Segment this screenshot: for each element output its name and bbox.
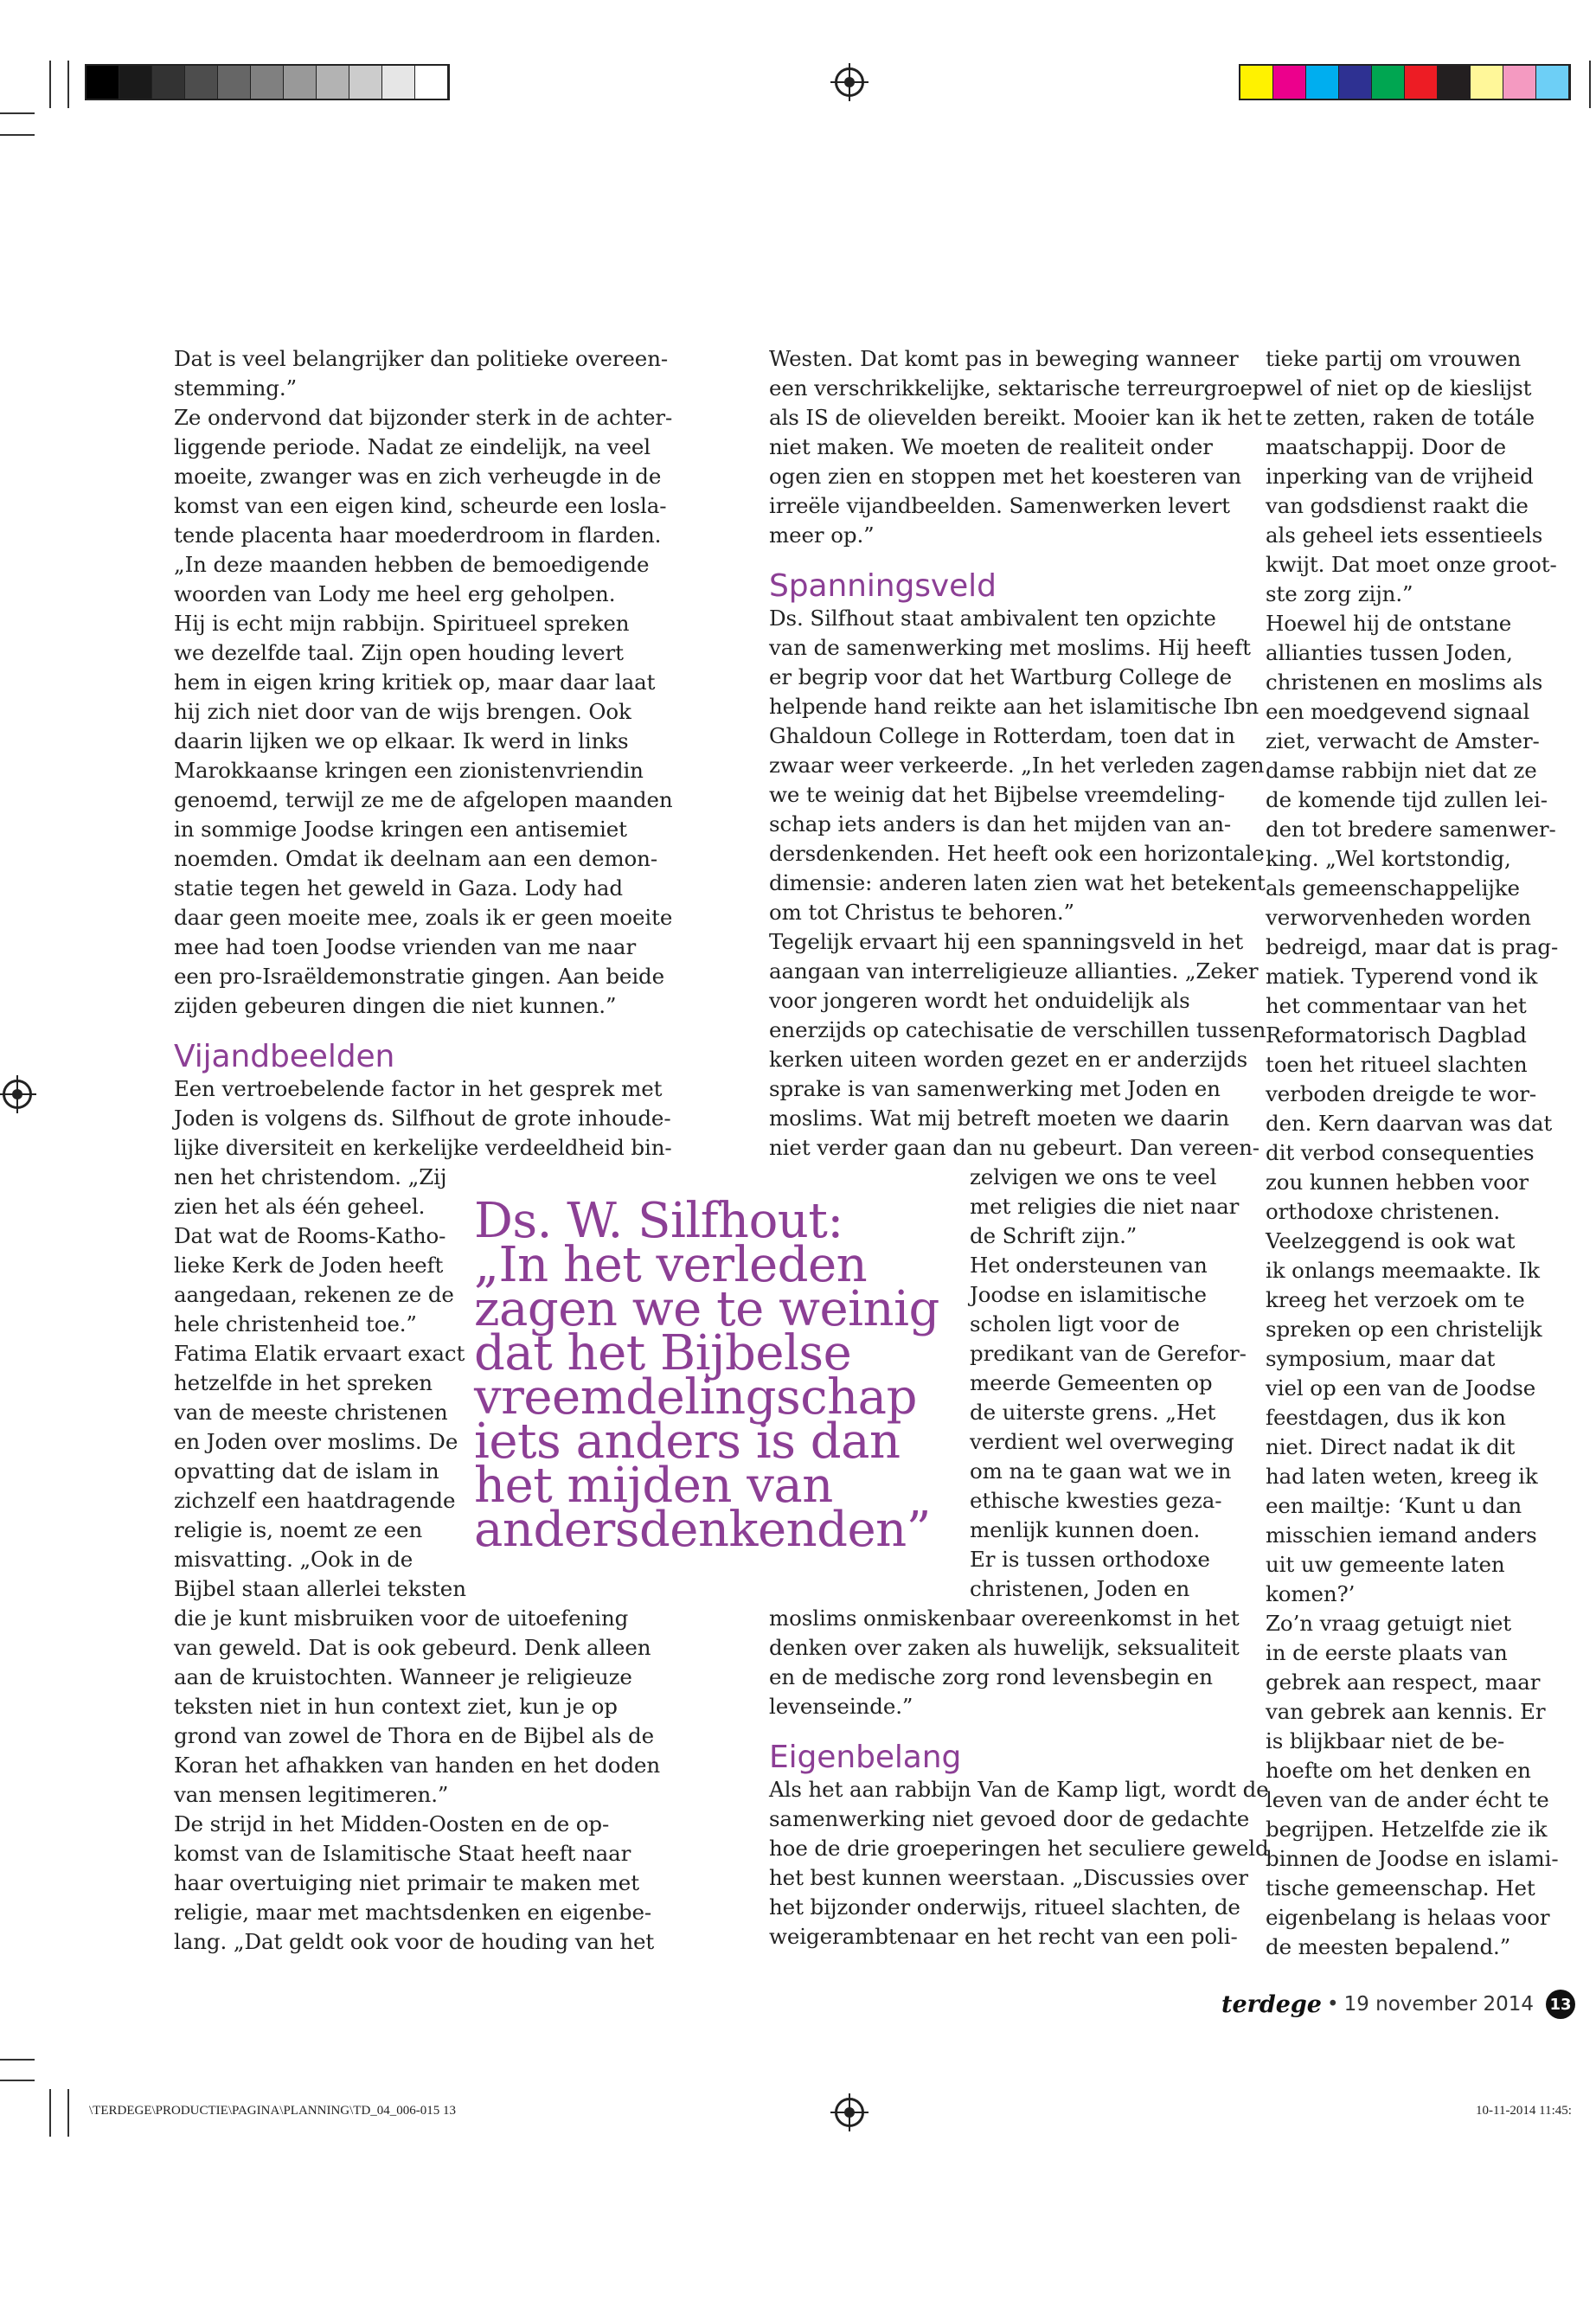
color-swatch <box>87 66 119 99</box>
text-line: daar geen moeite mee, zoals ik er geen moeite <box>174 905 673 930</box>
text-line: king. „Wel kortstondig, <box>1266 846 1511 871</box>
paragraph <box>769 1604 1269 1721</box>
text-line: de uiterste grens. „Het <box>970 1400 1216 1425</box>
text-line: als gemeenschappelijke <box>1266 875 1520 901</box>
text-line: Ds. Silfhout staat ambivalent ten opzichte <box>769 606 1216 631</box>
text-line: had laten weten, kreeg ik <box>1266 1464 1538 1489</box>
color-swatch <box>119 66 152 99</box>
paragraph <box>174 1604 673 1957</box>
color-swatch <box>185 66 218 99</box>
text-line: om tot Christus te behoren.” <box>769 900 1074 925</box>
text-line: den. Kern daarvan was dat <box>1266 1111 1553 1136</box>
text-line: Tegelijk ervaart hij een spanningsveld in het <box>769 929 1244 954</box>
text-line: is blijkbaar niet de be- <box>1266 1728 1505 1753</box>
text-line: meerde Gemeenten op <box>970 1370 1213 1395</box>
text-line: predikant van de Gerefor- <box>970 1341 1247 1366</box>
file-path-slug: \TERDEGE\PRODUCTIE\PAGINA\PLANNING\TD_04_006-015 13 <box>89 2104 457 2118</box>
text-line: matiek. Typerend vond ik <box>1266 964 1538 989</box>
text-line: moslims. Wat mij betreft moeten we daarin <box>769 1106 1230 1131</box>
crop-mark <box>49 61 51 108</box>
text-line: mee had toen Joodse vrienden van me naar <box>174 934 637 959</box>
text-line: zwaar weer verkeerde. „In het verleden zagen <box>769 753 1265 778</box>
text-line: de meesten bepalend.” <box>1266 1934 1511 1959</box>
page-number-badge: 13 <box>1546 1990 1575 2019</box>
text-line: symposium, maar dat <box>1266 1346 1496 1371</box>
text-line: verdient wel overweging <box>970 1429 1234 1454</box>
text-line: Ghaldoun College in Rotterdam, toen dat in <box>769 723 1235 748</box>
text-line: van geweld. Dat is ook gebeurd. Denk alleen <box>174 1635 651 1660</box>
text-line: er begrip voor dat het Wartburg College de <box>769 664 1233 689</box>
text-line: „In het verleden <box>474 1237 868 1293</box>
text-line: gebrek aan respect, maar <box>1266 1670 1541 1695</box>
text-line: sprake is van samenwerking met Joden en <box>769 1076 1221 1101</box>
section-heading-spanningsveld: Spanningsveld <box>769 568 997 604</box>
crop-mark <box>67 2089 69 2137</box>
text-line: Hij is echt mijn rabbijn. Spiritueel spreken <box>174 611 630 636</box>
text-line: damse rabbijn niet dat ze <box>1266 758 1537 783</box>
color-swatch <box>317 66 349 99</box>
color-swatch <box>1372 66 1405 99</box>
article-column-1 <box>174 344 673 1957</box>
text-line: maatschappij. Door de <box>1266 434 1507 459</box>
text-line: we te weinig dat het Bijbelse vreemdeling- <box>769 782 1226 807</box>
text-line: zijden gebeuren dingen die niet kunnen.” <box>174 993 617 1018</box>
text-line: het best kunnen weerstaan. „Discussies over <box>769 1865 1248 1890</box>
pull-quote <box>474 1193 939 1558</box>
text-line: grond van zowel de Thora en de Bijbel als de <box>174 1723 654 1748</box>
text-line: De strijd in het Midden-Oosten en de op- <box>174 1811 610 1836</box>
text-line: tende placenta haar moederdroom in flarden. <box>174 522 662 548</box>
color-swatch <box>1273 66 1306 99</box>
text-line: van de meeste christenen <box>174 1400 448 1425</box>
text-line: Een vertroebelende factor in het gesprek met <box>174 1076 663 1101</box>
text-line: moslims onmiskenbaar overeenkomst in het <box>769 1606 1240 1631</box>
text-line: uit uw gemeente laten <box>1266 1552 1505 1577</box>
crop-mark <box>0 2059 35 2061</box>
text-line: spreken op een christelijk <box>1266 1317 1542 1342</box>
text-line: een verschrikkelijke, sektarische terreurgroep <box>769 375 1266 401</box>
text-line: zien het als één geheel. <box>174 1194 426 1219</box>
text-line: de komende tijd zullen lei- <box>1266 787 1548 812</box>
text-line: Veelzeggend is ook wat <box>1266 1228 1516 1253</box>
footer-bullet: • <box>1327 1993 1339 2016</box>
color-swatch <box>218 66 251 99</box>
text-line: menlijk kunnen doen. <box>970 1517 1201 1542</box>
paragraph <box>769 1775 1269 1952</box>
page-footer <box>1221 1990 1575 2019</box>
text-line: levenseinde.” <box>769 1694 913 1719</box>
text-line: Er is tussen orthodoxe <box>970 1547 1210 1572</box>
text-line: te zetten, raken de totále <box>1266 405 1535 430</box>
text-line: komst van de Islamitische Staat heeft naar <box>174 1841 631 1866</box>
text-line: tische gemeenschap. Het <box>1266 1875 1535 1900</box>
text-line: ethische kwesties geza- <box>970 1488 1222 1513</box>
registration-mark-icon <box>835 67 864 97</box>
text-line: viel op een van de Joodse <box>1266 1375 1536 1400</box>
text-line: lijke diversiteit en kerkelijke verdeeldheid bin- <box>174 1135 672 1160</box>
color-swatch <box>251 66 284 99</box>
text-line: allianties tussen Joden, <box>1266 640 1513 665</box>
text-line: verboden dreigde te wor- <box>1266 1081 1537 1106</box>
text-line: haar overtuiging niet primair te maken met <box>174 1870 639 1895</box>
crop-mark <box>0 112 35 114</box>
paragraph <box>1266 344 1559 1962</box>
text-line: die je kunt misbruiken voor de uitoefening <box>174 1606 629 1631</box>
article-column-3 <box>1266 344 1559 1962</box>
text-line: van gebrek aan kennis. Er <box>1266 1699 1546 1724</box>
text-line: enerzijds op catechisatie de verschillen tussen <box>769 1017 1266 1042</box>
text-line: komen?’ <box>1266 1581 1356 1606</box>
text-line: Dat is veel belangrijker dan politieke overeen- <box>174 346 669 371</box>
text-line: moeite, zwanger was en zich verheugde in de <box>174 464 662 489</box>
text-line: Ds. W. Silfhout: <box>474 1193 843 1249</box>
text-line: ik onlangs meemaakte. Ik <box>1266 1258 1540 1283</box>
text-line: feestdagen, dus ik kon <box>1266 1405 1506 1430</box>
text-line: Als het aan rabbijn Van de Kamp ligt, wordt de <box>769 1777 1269 1802</box>
text-line: misvatting. „Ook in de <box>174 1547 413 1572</box>
crop-mark <box>0 2080 35 2081</box>
text-line: tieke partij om vrouwen <box>1266 346 1522 371</box>
text-line: komst van een eigen kind, scheurde een losla- <box>174 493 667 518</box>
text-line: genoemd, terwijl ze me de afgelopen maanden <box>174 787 673 812</box>
text-line: een pro-Israëldemonstratie gingen. Aan beide <box>174 964 665 989</box>
text-line: ste zorg zijn.” <box>1266 581 1413 606</box>
text-line: niet verder gaan dan nu gebeurt. Dan vereen- <box>769 1135 1259 1160</box>
text-line: wel of niet op de kieslijst <box>1266 375 1532 401</box>
color-swatch <box>1438 66 1471 99</box>
crop-mark <box>67 61 69 108</box>
paragraph <box>174 344 673 1021</box>
text-line: Zo’n vraag getuigt niet <box>1266 1611 1511 1636</box>
text-line: liggende periode. Nadat ze eindelijk, na veel <box>174 434 651 459</box>
text-line: ziet, verwacht de Amster- <box>1266 728 1540 753</box>
text-line: iets anders is dan <box>474 1413 901 1470</box>
crop-mark <box>0 134 35 136</box>
text-line: aangedaan, rekenen ze de <box>174 1282 454 1307</box>
text-line: kwijt. Dat moet onze groot- <box>1266 552 1557 577</box>
text-line: Marokkaanse kringen een zionistenvriendin <box>174 758 644 783</box>
text-line: met religies die niet naar <box>970 1194 1240 1219</box>
text-line: Fatima Elatik ervaart exact <box>174 1341 465 1366</box>
text-line: de Schrift zijn.” <box>970 1223 1138 1248</box>
text-line: van de samenwerking met moslims. Hij heeft <box>769 635 1251 660</box>
text-line: Hoewel hij de ontstane <box>1266 611 1512 636</box>
color-swatch <box>382 66 415 99</box>
text-line: dersdenkenden. Het heeft ook een horizontale <box>769 841 1265 866</box>
text-line: denken over zaken als huwelijk, seksualiteit <box>769 1635 1240 1660</box>
text-line: inperking van de vrijheid <box>1266 464 1534 489</box>
text-line: opvatting dat de islam in <box>174 1458 439 1484</box>
text-line: Reformatorisch Dagblad <box>1266 1022 1527 1048</box>
text-line: Westen. Dat komt pas in beweging wanneer <box>769 346 1239 371</box>
registration-mark-icon <box>835 2098 864 2127</box>
text-line: stemming.” <box>174 375 297 401</box>
print-timestamp: 10-11-2014 11:45: <box>1476 2104 1572 2118</box>
text-line: we dezelfde taal. Zijn open houding levert <box>174 640 624 665</box>
text-line: daarin lijken we op elkaar. Ik werd in links <box>174 728 629 753</box>
color-swatch <box>1306 66 1339 99</box>
text-line: een moedgevend signaal <box>1266 699 1530 724</box>
issue-date: 19 november 2014 <box>1343 1993 1535 2016</box>
text-line: statie tegen het geweld in Gaza. Lody had <box>174 875 623 901</box>
color-swatch <box>1536 66 1569 99</box>
text-line: het mijden van <box>474 1458 833 1514</box>
paragraph <box>769 344 1269 550</box>
text-line: andersdenkenden” <box>474 1502 931 1558</box>
color-swatch <box>152 66 185 99</box>
text-line: Het ondersteunen van <box>970 1253 1208 1278</box>
text-line: hij zich niet door van de wijs brengen. Ook <box>174 699 631 724</box>
magazine-logo: terdege <box>1221 1990 1322 2018</box>
text-line: hele christenheid toe.” <box>174 1311 417 1336</box>
process-color-bar <box>1239 64 1571 100</box>
text-line: „In deze maanden hebben de bemoedigende <box>174 552 650 577</box>
text-line: zichzelf een haatdragende <box>174 1488 456 1513</box>
text-line: religie, maar met machtsdenken en eigenbe- <box>174 1900 652 1925</box>
text-line: voor jongeren wordt het onduidelijk als <box>769 988 1190 1013</box>
text-line: religie is, noemt ze een <box>174 1517 423 1542</box>
text-line: Koran het afhakken van handen en het doden <box>174 1753 661 1778</box>
text-line: van mensen legitimeren.” <box>174 1782 449 1807</box>
text-line: en de medische zorg rond levensbegin en <box>769 1664 1213 1689</box>
section-heading-eigenbelang: Eigenbelang <box>769 1740 962 1775</box>
article-column-2 <box>769 344 1269 1952</box>
section-heading-vijandbeelden: Vijandbeelden <box>174 1039 395 1074</box>
paragraph <box>174 1074 673 1192</box>
text-line: vreemdelingschap <box>474 1369 917 1426</box>
registration-mark-icon <box>3 1080 32 1109</box>
color-swatch <box>1503 66 1536 99</box>
text-line: kerken uiteen worden gezet en er anderzijds <box>769 1047 1248 1072</box>
text-line: het commentaar van het <box>1266 993 1527 1018</box>
text-line: den tot bredere samenwer- <box>1266 817 1556 842</box>
text-line: lieke Kerk de Joden heeft <box>174 1253 444 1278</box>
text-line: hoe de drie groeperingen het seculiere geweld <box>769 1836 1269 1861</box>
text-line: christenen en moslims als <box>1266 670 1543 695</box>
text-line: begrijpen. Hetzelfde zie ik <box>1266 1817 1548 1842</box>
text-line: ogen zien en stoppen met het koesteren van <box>769 464 1242 489</box>
paragraph <box>769 604 1269 1163</box>
text-line: christenen, Joden en <box>970 1576 1190 1601</box>
text-line: Joodse en islamitische <box>970 1282 1207 1307</box>
text-line: bedreigd, maar dat is prag- <box>1266 934 1559 959</box>
text-line: niet. Direct nadat ik dit <box>1266 1434 1516 1459</box>
text-line: om na te gaan wat we in <box>970 1458 1232 1484</box>
color-swatch <box>1240 66 1273 99</box>
text-line: helpende hand reikte aan het islamitische Ibn <box>769 694 1259 719</box>
color-swatch <box>1405 66 1438 99</box>
text-line: kreeg het verzoek om te <box>1266 1287 1525 1312</box>
color-swatch <box>349 66 382 99</box>
text-line: samenwerking niet gevoed door de gedachte <box>769 1806 1250 1831</box>
text-line: Joden is volgens ds. Silfhout de grote inhoude- <box>174 1106 671 1131</box>
text-line: eigenbelang is helaas voor <box>1266 1905 1550 1930</box>
text-line: meer op.” <box>769 522 875 548</box>
text-line: aan de kruistochten. Wanneer je religieuze <box>174 1664 632 1689</box>
text-line: verworvenheden worden <box>1266 905 1531 930</box>
text-line: dit verbod consequenties <box>1266 1140 1535 1165</box>
text-line: orthodoxe christenen. <box>1266 1199 1501 1224</box>
text-line: zagen we te weinig <box>474 1281 939 1337</box>
text-line: binnen de Joodse en islami- <box>1266 1846 1559 1871</box>
text-line: teksten niet in hun context ziet, kun je op <box>174 1694 618 1719</box>
text-line: Bijbel staan allerlei teksten <box>174 1576 466 1601</box>
text-line: irreële vijandbeelden. Samenwerken levert <box>769 493 1230 518</box>
color-swatch <box>415 66 448 99</box>
text-line: dimensie: anderen laten zien wat het betekent <box>769 870 1266 895</box>
text-line: en Joden over moslims. De <box>174 1429 458 1454</box>
text-line: Ze ondervond dat bijzonder sterk in de achter- <box>174 405 673 430</box>
text-line: lang. „Dat geldt ook voor de houding van het <box>174 1929 655 1954</box>
text-line: noemden. Omdat ik deelnam aan een demon- <box>174 846 657 871</box>
text-line: nen het christendom. „Zij <box>174 1164 447 1189</box>
text-line: scholen ligt voor de <box>970 1311 1180 1336</box>
text-line: dat het Bijbelse <box>474 1325 852 1381</box>
color-swatch <box>1339 66 1372 99</box>
text-line: hetzelfde in het spreken <box>174 1370 433 1395</box>
text-line: een mailtje: ‘Kunt u dan <box>1266 1493 1522 1518</box>
crop-mark <box>1589 61 1591 108</box>
text-line: hem in eigen kring kritiek op, maar daar laat <box>174 670 656 695</box>
text-line: niet maken. We moeten de realiteit onder <box>769 434 1213 459</box>
text-line: zelvigen we ons te veel <box>970 1164 1217 1189</box>
color-swatch <box>284 66 317 99</box>
text-line: in sommige Joodse kringen een antisemiet <box>174 817 627 842</box>
text-line: weigerambtenaar en het recht van een poli- <box>769 1924 1238 1949</box>
text-line: misschien iemand anders <box>1266 1522 1537 1548</box>
text-line: hoefte om het denken en <box>1266 1758 1531 1783</box>
text-line: als IS de olievelden bereikt. Mooier kan ik het <box>769 405 1262 430</box>
text-line: Dat wat de Rooms-Katho- <box>174 1223 446 1248</box>
text-line: in de eerste plaats van <box>1266 1640 1508 1665</box>
text-line: leven van de ander écht te <box>1266 1787 1549 1812</box>
gray-color-bar <box>85 64 450 100</box>
text-line: toen het ritueel slachten <box>1266 1052 1528 1077</box>
text-line: als geheel iets essentieels <box>1266 522 1543 548</box>
text-line: van godsdienst raakt die <box>1266 493 1529 518</box>
color-swatch <box>1471 66 1503 99</box>
text-line: aangaan van interreligieuze allianties. „Zeker <box>769 958 1259 984</box>
text-line: schap iets anders is dan het mijden van an- <box>769 811 1232 836</box>
text-line: het bijzonder onderwijs, ritueel slachten, de <box>769 1894 1240 1920</box>
text-line: woorden van Lody me heel erg geholpen. <box>174 581 616 606</box>
text-line: zou kunnen hebben voor <box>1266 1170 1529 1195</box>
crop-mark <box>49 2089 51 2137</box>
